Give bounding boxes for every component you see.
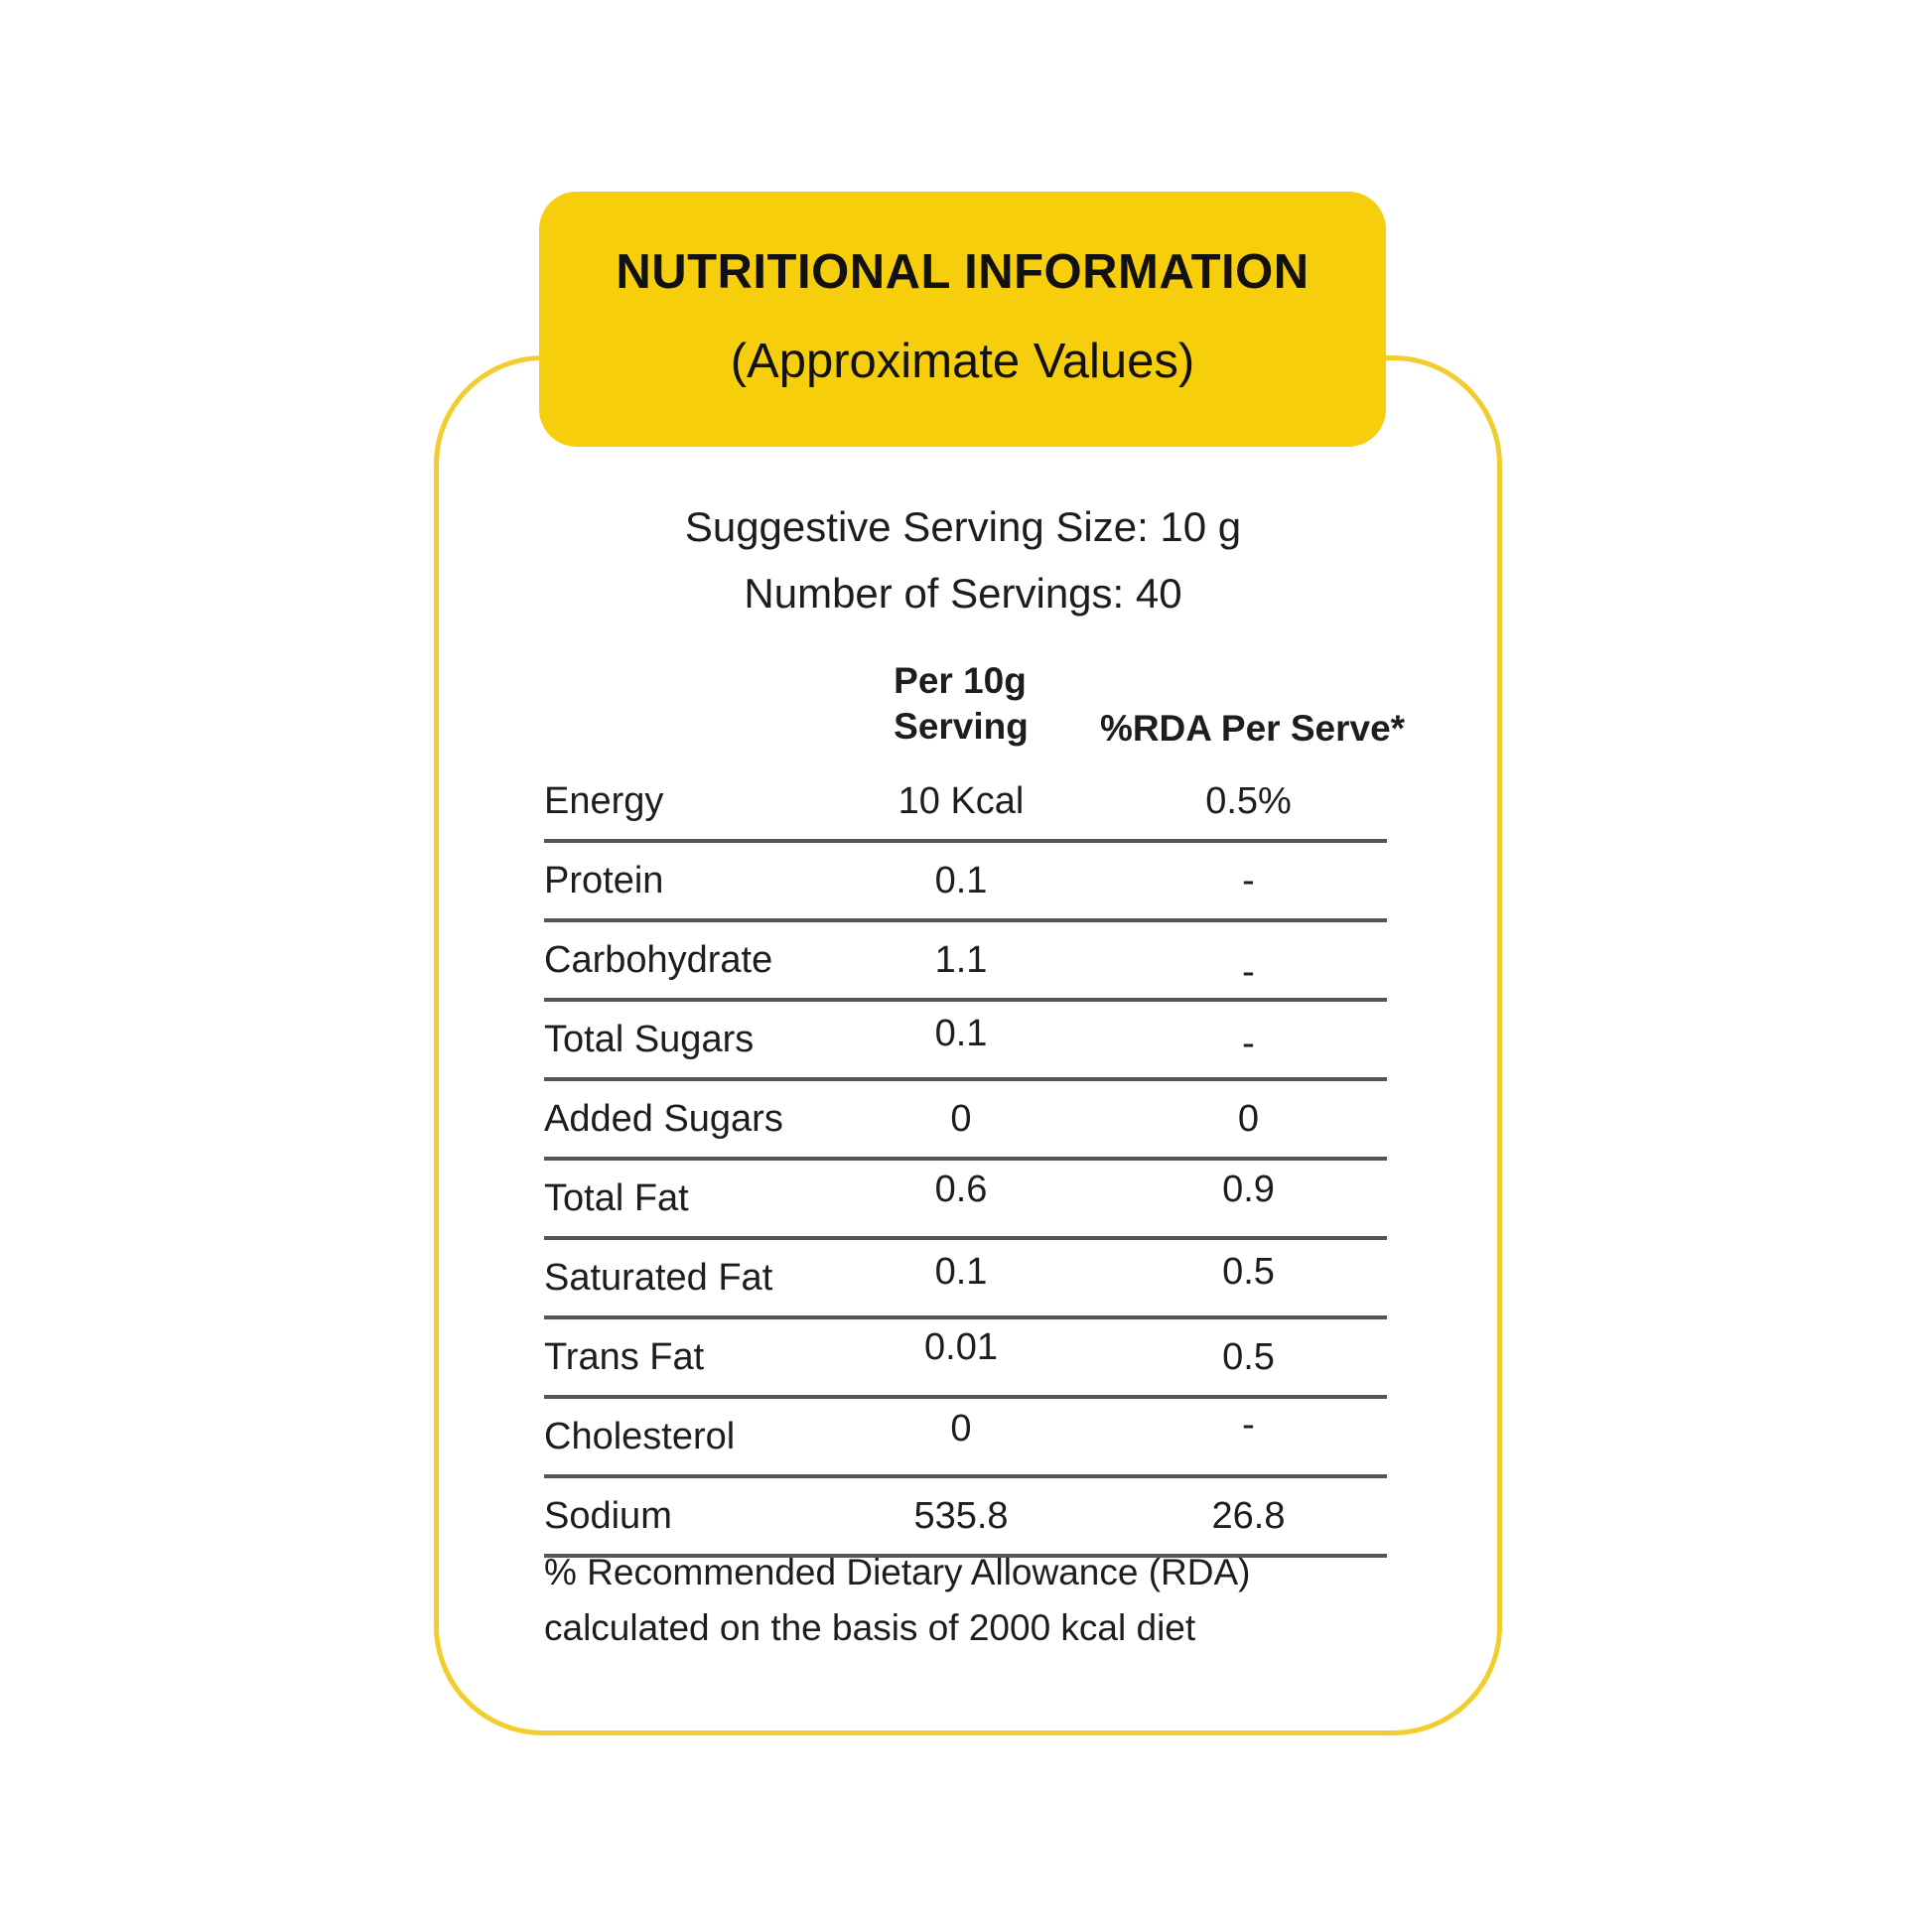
rda-value: -	[1242, 1022, 1255, 1064]
per-serving-value: 0.6	[934, 1168, 988, 1210]
per-serving-value: 10 Kcal	[897, 779, 1025, 822]
per-serving-value: 0	[950, 1097, 972, 1140]
header-per-serving	[894, 658, 1029, 750]
nutrition-table	[544, 655, 1406, 1558]
table-row	[544, 1399, 1387, 1478]
table-row	[544, 1161, 1387, 1240]
rda-value: 0.5	[1222, 1250, 1275, 1293]
table-row	[544, 763, 1387, 843]
rda-value: 0.5%	[1205, 779, 1292, 822]
nutrient-label: Carbohydrate	[544, 938, 773, 981]
nutrient-label: Saturated Fat	[544, 1256, 773, 1299]
nutrient-label: Cholesterol	[544, 1415, 736, 1457]
nutrient-label: Total Fat	[544, 1176, 689, 1219]
nutrient-label: Added Sugars	[544, 1097, 783, 1140]
rda-value: 0.9	[1222, 1168, 1275, 1210]
rda-value: -	[1242, 950, 1255, 993]
table-row	[544, 1240, 1387, 1319]
header-per-serving-line2: Serving	[894, 706, 1029, 747]
table-row	[544, 1319, 1387, 1399]
per-serving-value: 535.8	[913, 1494, 1009, 1537]
rda-value: -	[1242, 859, 1255, 901]
per-serving-value: 0.1	[934, 1012, 988, 1054]
table-header-row	[544, 655, 1406, 763]
rda-footnote	[544, 1545, 1398, 1656]
serving-size-text: Suggestive Serving Size: 10 g	[684, 503, 1242, 550]
per-serving-value: 0.01	[924, 1325, 998, 1368]
per-serving-value: 0.1	[934, 1250, 988, 1293]
nutrient-label: Protein	[544, 859, 664, 901]
per-serving-value: 1.1	[934, 938, 988, 981]
header-per-serving-line1: Per 10g	[894, 660, 1027, 701]
servings-count-text: Number of Servings: 40	[744, 570, 1182, 617]
title-banner	[539, 192, 1386, 447]
header-rda: %RDA Per Serve*	[1099, 708, 1406, 749]
per-serving-value: 0	[950, 1407, 972, 1449]
rda-value: 0.5	[1222, 1335, 1275, 1378]
table-row	[544, 1002, 1387, 1081]
rda-value: -	[1242, 1403, 1255, 1446]
nutrient-label: Trans Fat	[544, 1335, 705, 1378]
nutrient-label: Total Sugars	[544, 1018, 755, 1060]
nutrient-label: Sodium	[544, 1494, 672, 1537]
rda-footnote-line2: calculated on the basis of 2000 kcal diet	[544, 1607, 1196, 1648]
per-serving-value: 0.1	[934, 859, 988, 901]
table-row	[544, 922, 1387, 1002]
table-row	[544, 843, 1387, 922]
rda-footnote-line1: % Recommended Dietary Allowance (RDA)	[544, 1552, 1251, 1592]
serving-info	[434, 493, 1492, 626]
label-subtitle: (Approximate Values)	[730, 334, 1195, 388]
nutrient-label: Energy	[544, 779, 664, 822]
table-row	[544, 1081, 1387, 1161]
rda-value: 26.8	[1211, 1494, 1286, 1537]
label-title: NUTRITIONAL INFORMATION	[616, 244, 1310, 299]
rda-value: 0	[1237, 1097, 1260, 1140]
